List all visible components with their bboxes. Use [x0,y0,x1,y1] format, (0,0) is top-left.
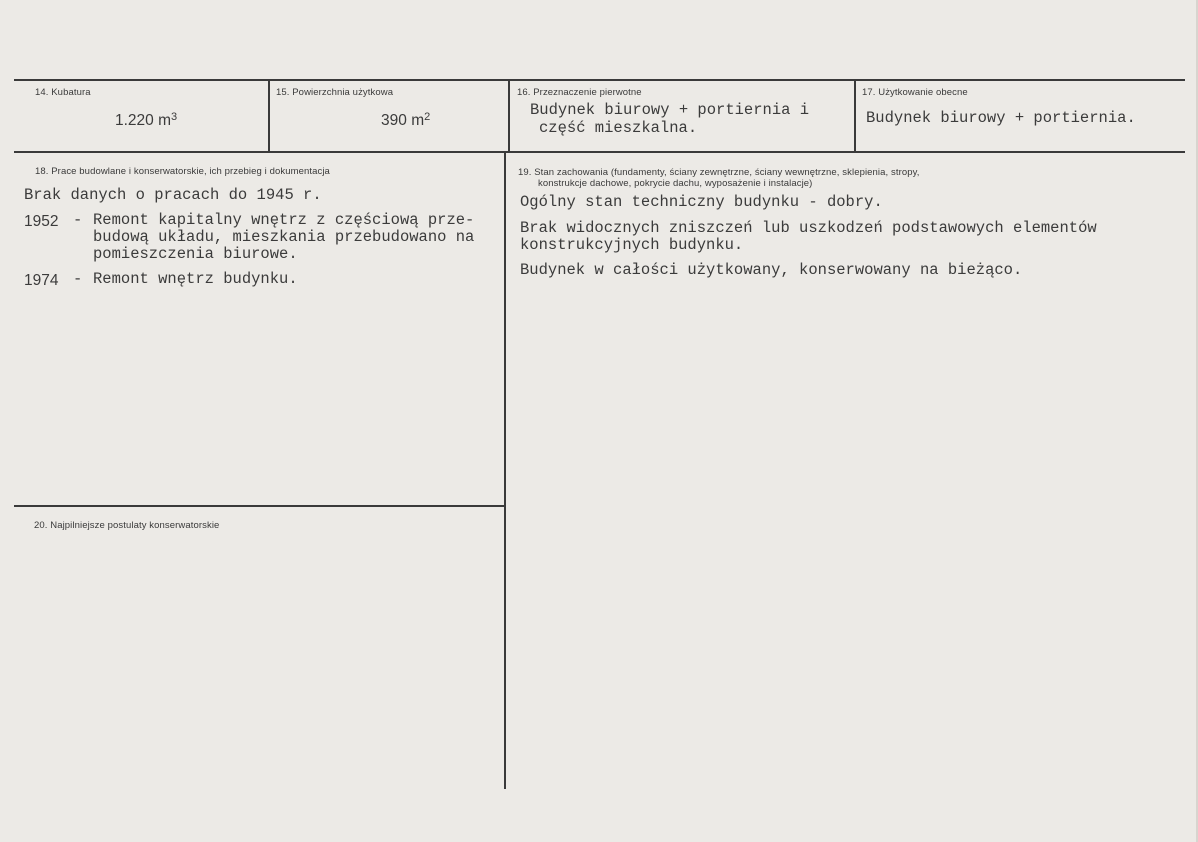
field-16-label: 16. Przeznaczenie pierwotne [517,87,642,98]
top-row-top-border [14,79,1185,81]
divider-15-16 [508,80,510,152]
field-18-label: 18. Prace budowlane i konserwatorskie, ich przebieg i dokumentacja [35,166,330,177]
entry-1952-line-1: Remont kapitalny wnętrz z częściową prze- [93,211,475,229]
field-19-label-line-2: konstrukcje dachowe, pokrycie dachu, wyposażenie i instalacje) [538,178,813,189]
field-19-paragraph-2-line-2: konstrukcyjnych budynku. [520,236,744,254]
field-19-paragraph-2-line-1: Brak widocznych zniszczeń lub uszkodzeń podstawowych elementów [520,219,1097,237]
top-row-bottom-border [14,151,1185,153]
field-18-intro: Brak danych o pracach do 1945 r. [24,186,322,204]
divider-18-20 [14,505,505,507]
divider-16-17 [854,80,856,152]
field-15-unit: m [411,112,425,129]
field-17-label: 17. Użytkowanie obecne [862,87,968,98]
field-14-value [115,112,177,129]
divider-18-19 [504,152,506,789]
divider-14-15 [268,80,270,152]
field-15-label: 15. Powierzchnia użytkowa [276,87,394,98]
entry-1952-line-3: pomieszczenia biurowe. [93,245,298,263]
field-16-line-1: Budynek biurowy + portiernia i [530,101,810,119]
entry-1974-dash: - [73,270,83,288]
field-19-paragraph-1: Ogólny stan techniczny budynku - dobry. [520,193,883,211]
entry-1952-line-2: budową układu, mieszkania przebudowano na [93,228,475,246]
field-15-exponent: 2 [424,111,431,123]
field-16-line-2: część mieszkalna. [539,119,698,137]
entry-1952-dash: - [73,211,83,229]
entry-1952-year: 1952 [24,213,59,230]
field-19-label-line-1: 19. Stan zachowania (fundamenty, ściany zewnętrzne, ściany wewnętrzne, sklepienia, stropy, [518,167,920,178]
field-14-exponent: 3 [171,111,178,123]
entry-1974-text: Remont wnętrz budynku. [93,270,298,288]
field-14-label: 14. Kubatura [35,87,91,98]
field-17-value: Budynek biurowy + portiernia. [866,109,1136,127]
field-15-value [381,112,430,129]
field-15-number: 390 [381,112,407,129]
field-20-label: 20. Najpilniejsze postulaty konserwatorskie [34,520,220,531]
entry-1974-year: 1974 [24,272,59,289]
field-19-paragraph-3: Budynek w całości użytkowany, konserwowany na bieżąco. [520,261,1023,279]
field-14-unit: m [158,112,172,129]
field-14-number: 1.220 [115,112,154,129]
